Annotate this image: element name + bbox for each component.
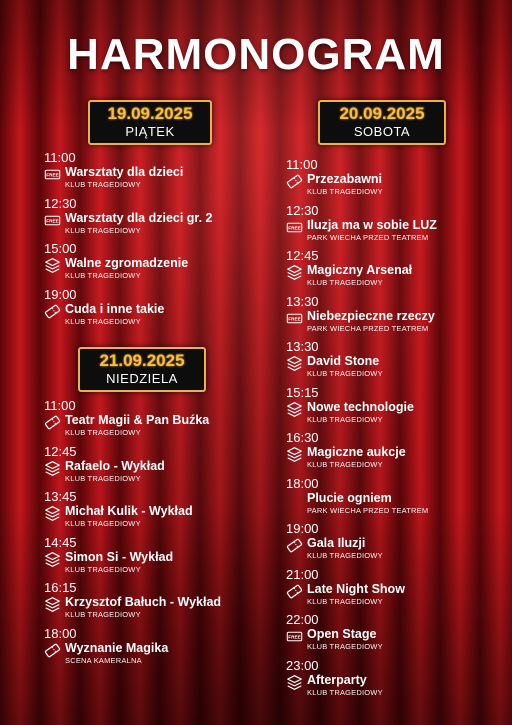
svg-text:FREE: FREE [288, 315, 301, 321]
event-text [65, 413, 209, 437]
event-place: PARK WIECHA PRZED TEATREM [307, 505, 429, 515]
event-row [286, 354, 506, 378]
event-place: KLUB TRAGEDIOWY [65, 271, 141, 280]
event-time: 19:00 [44, 286, 77, 302]
event-text [307, 172, 383, 196]
event-item [286, 158, 506, 204]
event-row [44, 165, 264, 189]
stack-icon [286, 264, 303, 281]
event-name: Plucie ogniem [307, 490, 392, 505]
event-place: KLUB TRAGEDIOWY [65, 519, 141, 528]
event-text [65, 211, 213, 235]
event-item [286, 431, 506, 477]
event-time: 15:00 [44, 241, 77, 256]
date-label: 20.09.2025 [339, 104, 425, 123]
event-name: Krzysztof Bałuch - Wykład [65, 595, 222, 609]
event-place: SCENA KAMERALNA [65, 655, 142, 665]
event-item [44, 242, 264, 288]
stack-icon [44, 551, 61, 568]
event-text [307, 263, 412, 287]
ticket-icon [286, 173, 303, 190]
event-item [44, 399, 264, 445]
event-place: KLUB TRAGEDIOWY [307, 278, 383, 287]
event-time: 22:00 [286, 612, 319, 627]
event-text [65, 165, 183, 189]
free-ticket-icon [44, 166, 61, 183]
ticket-icon [44, 642, 61, 659]
event-place: KLUB TRAGEDIOWY [307, 187, 383, 196]
weekday-label: SOBOTA [353, 124, 411, 139]
event-name: Cuda i inne takie [65, 301, 165, 316]
event-text [307, 309, 435, 333]
blank-icon [286, 492, 303, 509]
event-place: KLUB TRAGEDIOWY [65, 610, 141, 619]
event-row [44, 413, 264, 437]
event-row [286, 218, 506, 242]
event-time: 16:15 [44, 580, 77, 595]
event-row [44, 550, 264, 574]
event-time: 11:00 [286, 157, 318, 172]
date-box-sunday [78, 347, 206, 392]
event-place: KLUB TRAGEDIOWY [65, 225, 141, 235]
event-item [286, 613, 506, 659]
event-place: KLUB TRAGEDIOWY [65, 180, 141, 189]
stack-icon [44, 596, 61, 613]
event-item [44, 288, 264, 334]
event-name: Magiczny Arsenał [307, 263, 413, 277]
event-item [44, 581, 264, 627]
ticket-icon [286, 537, 303, 554]
event-item [44, 445, 264, 491]
weekday-label: NIEDZIELA [106, 371, 178, 386]
event-place: KLUB TRAGEDIOWY [307, 642, 383, 651]
event-item [44, 627, 264, 673]
event-text [65, 595, 221, 619]
event-place: KLUB TRAGEDIOWY [65, 564, 141, 574]
event-place: KLUB TRAGEDIOWY [307, 369, 383, 378]
svg-text:FREE: FREE [46, 172, 59, 178]
event-row [286, 536, 506, 560]
event-time: 11:00 [44, 150, 76, 165]
event-name: Iluzja ma w sobie LUZ [307, 217, 437, 232]
event-row [44, 459, 264, 483]
stack-icon [286, 401, 303, 418]
event-text [307, 218, 437, 242]
stack-icon [44, 460, 61, 477]
event-time: 12:30 [44, 195, 77, 211]
event-text [65, 641, 168, 665]
event-text [65, 302, 164, 326]
event-row [286, 445, 506, 469]
stack-icon [286, 446, 303, 463]
event-text [307, 627, 383, 651]
schedule-sunday [44, 399, 264, 672]
stack-icon [286, 674, 303, 691]
event-time: 18:00 [44, 625, 77, 641]
free-ticket-icon [286, 310, 303, 327]
date-label: 19.09.2025 [107, 104, 193, 123]
event-name: Rafaelo - Wykład [65, 458, 165, 473]
event-row [286, 491, 506, 515]
event-text [307, 400, 414, 424]
event-row [286, 172, 506, 196]
event-time: 23:00 [286, 657, 319, 673]
event-row [44, 504, 264, 528]
event-text [65, 256, 188, 280]
ticket-icon [44, 303, 61, 320]
date-box-friday [88, 100, 212, 145]
event-name: David Stone [307, 354, 380, 368]
event-text [307, 445, 406, 469]
event-row [44, 641, 264, 665]
event-time: 21:00 [286, 566, 319, 582]
event-item [286, 522, 506, 568]
event-item [286, 659, 506, 705]
schedule-friday [44, 151, 264, 333]
event-time: 16:30 [286, 430, 319, 445]
stack-icon [44, 257, 61, 274]
ticket-icon [286, 583, 303, 600]
event-place: PARK WIECHA PRZED TEATREM [307, 323, 429, 333]
event-place: PARK WIECHA PRZED TEATREM [307, 232, 429, 242]
event-place: KLUB TRAGEDIOWY [307, 460, 383, 469]
free-ticket-icon [286, 628, 303, 645]
page-title: HARMONOGRAM [67, 30, 445, 79]
event-item [286, 477, 506, 523]
event-name: Nowe technologie [307, 399, 414, 414]
svg-text:FREE: FREE [288, 224, 301, 230]
event-text [65, 550, 173, 574]
event-place: KLUB TRAGEDIOWY [307, 687, 383, 697]
event-item [44, 151, 264, 197]
stack-icon [286, 355, 303, 372]
event-name: Walne zgromadzenie [65, 256, 189, 270]
event-item [44, 197, 264, 243]
free-ticket-icon [44, 212, 61, 229]
event-row [286, 627, 506, 651]
event-row [286, 309, 506, 333]
event-name: Late Night Show [307, 581, 405, 596]
event-name: Niebezpieczne rzeczy [307, 308, 435, 323]
event-time: 12:30 [286, 202, 319, 218]
event-place: KLUB TRAGEDIOWY [307, 551, 383, 560]
event-time: 19:00 [286, 521, 319, 536]
event-time: 14:45 [44, 534, 77, 550]
event-row [286, 582, 506, 606]
event-name: Teatr Magii & Pan Buźka [65, 413, 210, 427]
event-row [44, 256, 264, 280]
stack-icon [44, 505, 61, 522]
event-row [286, 263, 506, 287]
event-name: Afterparty [307, 672, 367, 687]
svg-text:FREE: FREE [288, 634, 301, 640]
event-item [286, 204, 506, 250]
event-name: Open Stage [307, 627, 377, 641]
event-time: 18:00 [286, 475, 319, 491]
event-text [65, 504, 193, 528]
free-ticket-icon [286, 219, 303, 236]
svg-text:FREE: FREE [46, 217, 59, 223]
event-text [307, 582, 405, 606]
event-text [307, 673, 383, 697]
ticket-icon [44, 414, 61, 431]
event-row [286, 673, 506, 697]
event-time: 12:45 [44, 443, 77, 459]
event-name: Magiczne aukcje [307, 445, 406, 459]
event-place: KLUB TRAGEDIOWY [65, 316, 141, 326]
event-time: 13:30 [286, 339, 319, 354]
event-item [286, 568, 506, 614]
weekday-label: PIĄTEK [125, 124, 175, 139]
event-item [286, 249, 506, 295]
event-place: KLUB TRAGEDIOWY [65, 428, 141, 437]
event-text [307, 491, 428, 515]
event-row [44, 211, 264, 235]
date-label: 21.09.2025 [99, 351, 185, 370]
event-text [307, 536, 383, 560]
date-box-saturday [318, 100, 446, 145]
event-name: Wyznanie Magika [65, 640, 169, 655]
event-item [44, 490, 264, 536]
event-name: Gala Iluzji [307, 536, 366, 550]
event-time: 12:45 [286, 248, 319, 263]
event-name: Simon Si - Wykład [65, 549, 174, 564]
event-name: Warsztaty dla dzieci gr. 2 [65, 210, 213, 225]
event-text [307, 354, 383, 378]
event-time: 11:00 [44, 398, 76, 413]
event-name: Przezabawni [307, 172, 383, 186]
schedule-saturday [286, 158, 506, 704]
event-time: 13:45 [44, 489, 77, 504]
event-place: KLUB TRAGEDIOWY [307, 414, 383, 424]
event-row [44, 302, 264, 326]
event-row [44, 595, 264, 619]
event-item [286, 386, 506, 432]
event-item [286, 295, 506, 341]
event-text [65, 459, 165, 483]
event-name: Warsztaty dla dzieci [65, 165, 184, 179]
event-row [286, 400, 506, 424]
event-item [286, 340, 506, 386]
event-name: Michał Kulik - Wykład [65, 504, 193, 518]
event-place: KLUB TRAGEDIOWY [65, 473, 141, 483]
event-time: 15:15 [286, 384, 319, 400]
event-item [44, 536, 264, 582]
event-place: KLUB TRAGEDIOWY [307, 596, 383, 606]
event-time: 13:30 [286, 293, 319, 309]
